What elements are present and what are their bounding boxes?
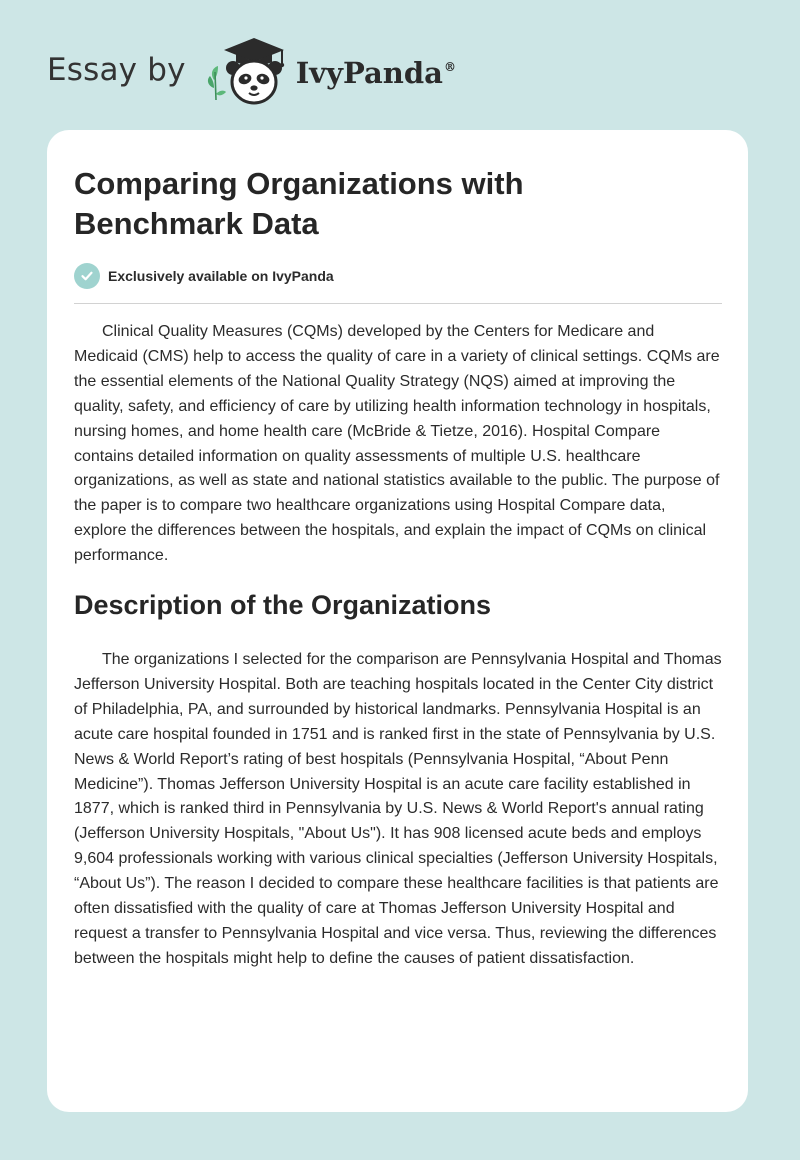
section-heading: Description of the Organizations [74,590,492,620]
page-title: Comparing Organizations with Benchmark Data [74,166,524,241]
site-header [47,36,456,108]
registered-mark: ® [443,60,456,74]
intro-paragraph: Clinical Quality Measures (CQMs) developed by the Centers for Medicare and Medicaid (CMS) help to access the quality of care in a variety of clinical settings. CQMs are the essential elements of the National Quality Strategy (NQS) aimed at improving the quality, safety, and efficiency of care by utilizing health information technology in hospitals, nursing homes, and home health care (McBride & Tietze, 2016). Hospital Compare contains detailed information on quality assessments of multiple U.S. healthcare organizations, as well as state and national statistics available to the public. The purpose of the paper is to compare two healthcare organizations using Hospital Compare data, explore the differences between the hospitals, and explain the impact of CQMs on clinical performance. [74,323,720,565]
checkmark-icon [74,263,100,289]
section-paragraph: The organizations I selected for the comparison are Pennsylvania Hospital and Thomas Jefferson University Hospital. Both are teaching hospitals located in the Center City district of Philadelphia, PA, and surrounded by historical landmarks. Pennsylvania Hospital is an acute care hospital founded in 1751 and is ranked first in the state of Pennsylvania by U.S. News & World Report’s rating of best hospitals (Pennsylvania Hospital, “About Penn Medicine”). Thomas Jefferson University Hospital is an acute care facility established in 1877, which is ranked third in Pennsylvania by U.S. News & World Report's annual rating (Jefferson University Hospitals, "About Us"). It has 908 licensed acute beds and employs 9,604 professionals working with various clinical specialties (Jefferson University Hospitals, “About Us”). The reason I decided to compare these healthcare facilities is that patients are often dissatisfied with the quality of care at Thomas Jefferson University Hospital and request a transfer to Pennsylvania Hospital and vice versa. Thus, reviewing the differences between the hospitals might help to define the causes of patient dissatisfaction. [74,651,722,967]
essay-by-label: Essay by [47,52,186,88]
divider [74,303,722,304]
essay-card [47,130,748,1112]
brand-name[interactable] [296,56,456,90]
badge-label: Exclusively available on IvyPanda [108,268,334,284]
brand-text: IvyPanda [295,56,443,90]
exclusive-badge [74,263,334,289]
panda-graduate-logo-icon[interactable] [200,36,292,108]
